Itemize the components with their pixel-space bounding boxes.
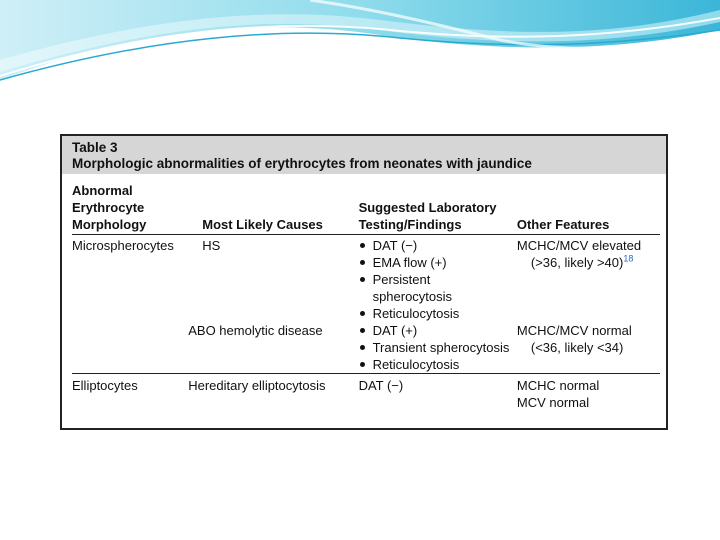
cell-findings: DAT (−) [359,374,517,412]
list-item: Reticulocytosis [359,305,513,322]
bullet-icon [360,311,365,316]
header-other-features: Other Features [517,182,660,235]
list-item: DAT (−) [359,237,513,254]
cell-cause: ABO hemolytic disease [188,323,323,338]
cell-cause: Hereditary elliptocytosis [202,374,358,412]
table-label: Table 3 [72,140,118,155]
features-detail: (>36, likely >40) [530,255,624,270]
header-suggested-lab-testing: Suggested Laboratory Testing/Findings [359,182,517,235]
cell-morphology [72,322,202,374]
cell-features: MCHC/MCV normal (<36, likely <34) [516,323,632,355]
footnote-reference: 18 [623,253,634,264]
header-abnormal-morphology: Abnormal Erythrocyte Morphology [72,182,202,235]
cell-morphology: Microspherocytes [72,238,174,253]
table-caption [62,136,666,174]
cell-cause: HS [202,238,221,253]
decorative-wave-banner [0,0,720,110]
list-item: EMA flow (+) [359,254,513,271]
table-row [72,374,660,412]
bullet-icon [360,260,365,265]
list-item: Reticulocytosis [359,356,513,373]
table-header-row [72,182,660,235]
table-title: Morphologic abnormalities of erythrocytes from neonates with jaundice [72,156,532,171]
cell-findings [359,235,517,323]
header-most-likely-causes: Most Likely Causes [202,182,358,235]
bullet-icon [360,345,365,350]
cell-findings [359,322,517,374]
list-item: DAT (+) [359,322,513,339]
cell-morphology: Elliptocytes [72,374,202,412]
cell-features: MCHC/MCV elevated (>36, likely >40)$^{18}$ [516,238,642,270]
list-item: Transient spherocytosis [359,339,513,356]
bullet-icon [360,277,365,282]
bullet-icon [360,243,365,248]
table-row [72,235,660,323]
cell-features: MCHC normal MCV normal [517,374,660,412]
bullet-icon [360,328,365,333]
table-row [72,322,660,374]
bullet-icon [360,362,365,367]
morphology-table [72,182,660,411]
list-item: Persistent spherocytosis [359,271,513,305]
morphology-table-card [60,134,668,430]
